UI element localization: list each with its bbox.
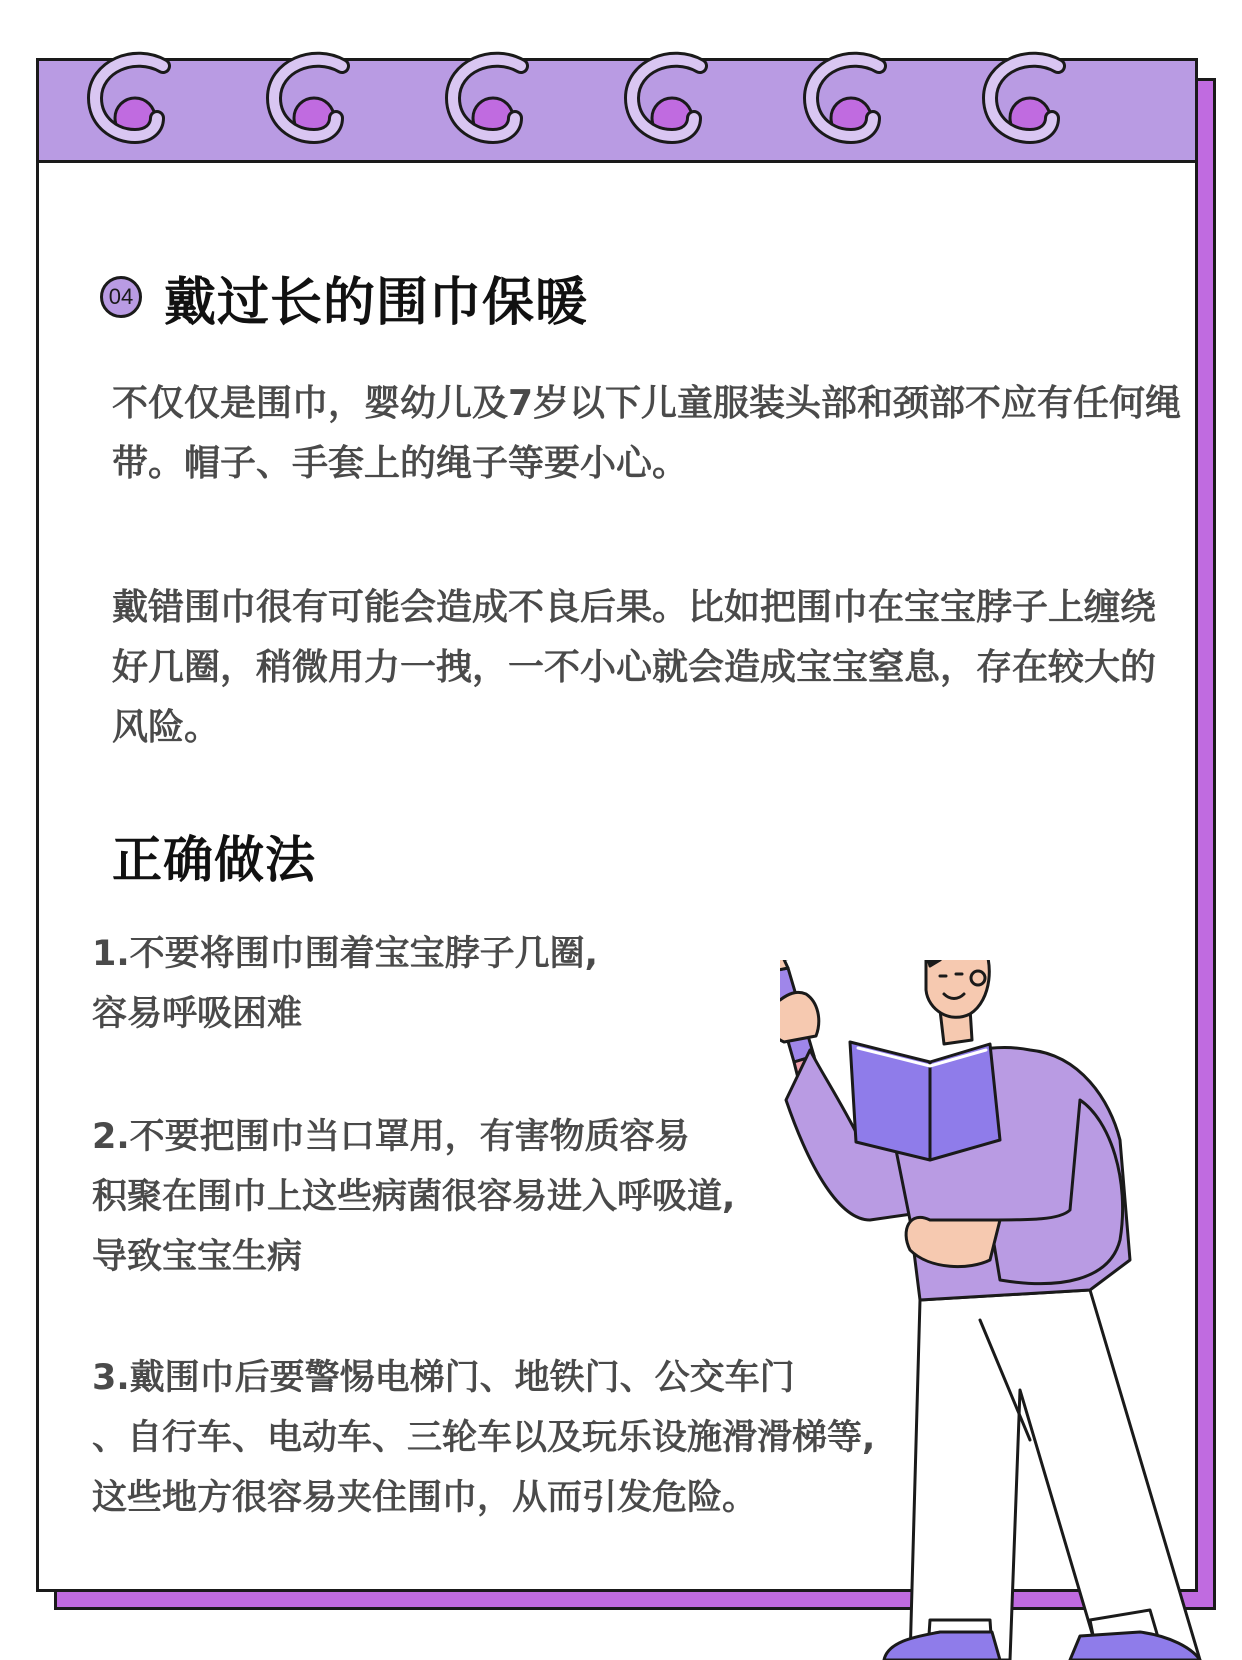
tip-line: 容易呼吸困难	[92, 994, 303, 1034]
section-heading	[100, 262, 588, 332]
tip-line: 、自行车、电动车、三轮车以及玩乐设施滑滑梯等,	[92, 1418, 876, 1458]
tip-line: 3.戴围巾后要警惕电梯门、地铁门、公交车门	[92, 1358, 795, 1398]
tip-line: 1.不要将围巾围着宝宝脖子几圈,	[92, 934, 598, 974]
notebook-header-band	[39, 61, 1195, 163]
tip-line: 导致宝宝生病	[92, 1237, 303, 1277]
teacher-with-pencil-and-book-illustration	[780, 960, 1242, 1660]
section-number-badge: 04	[100, 276, 142, 318]
tip-line: 这些地方很容易夹住围巾，从而引发危险。	[92, 1478, 758, 1518]
tip-item	[92, 1107, 735, 1287]
section-title: 戴过长的围巾保暖	[164, 272, 589, 333]
paragraph-consequence: 戴错围巾很有可能会造成不良后果。比如把围巾在宝宝脖子上缠绕好几圈，稍微用力一拽，一不小心就会造成宝宝窒息，存在较大的风险。	[112, 587, 1157, 748]
tip-line: 积聚在围巾上这些病菌很容易进入呼吸道,	[92, 1177, 736, 1217]
tip-item	[92, 1348, 875, 1528]
tip-item	[92, 924, 598, 1044]
correct-method-title: 正确做法	[112, 831, 316, 889]
paragraph-intro: 不仅仅是围巾，婴幼儿及7岁以下儿童服装头部和颈部不应有任何绳带。帽子、手套上的绳子等要小心。	[112, 383, 1182, 484]
book-icon	[850, 1042, 1000, 1160]
tip-line: 2.不要把围巾当口罩用，有害物质容易	[92, 1117, 690, 1157]
